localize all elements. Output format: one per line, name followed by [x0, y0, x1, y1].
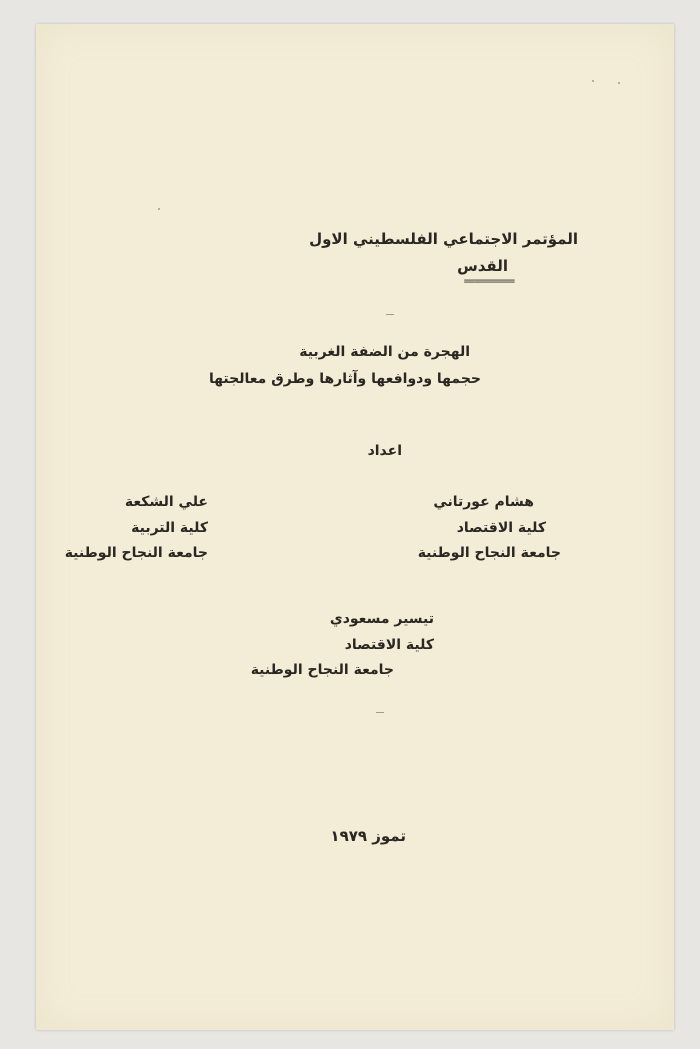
paper-speck [618, 82, 620, 84]
city-underline: ========== [463, 276, 514, 287]
document-date: تموز ١٩٧٩ [330, 827, 406, 845]
author-2-name: علي الشكعة [124, 494, 208, 510]
author-1-college: كلية الاقتصاد [456, 520, 546, 536]
prepared-by-label: اعداد [367, 443, 402, 459]
conference-title: المؤتمر الاجتماعي الفلسطيني الاول [309, 230, 578, 248]
author-3-college: كلية الاقتصاد [344, 637, 434, 653]
paper-title-line2: حجمها ودوافعها وآثارها وطرق معالجتها [208, 371, 481, 387]
paper-speck [592, 80, 594, 82]
conference-city: القدس [457, 257, 508, 275]
author-1-name: هشام عورتاني [433, 494, 534, 510]
paper-speck [376, 712, 384, 713]
paper-sheet [36, 24, 674, 1030]
author-2-university: جامعة النجاح الوطنية [64, 545, 208, 561]
author-3-university: جامعة النجاح الوطنية [250, 662, 394, 678]
paper-speck [158, 208, 160, 210]
author-1-university: جامعة النجاح الوطنية [417, 545, 561, 561]
paper-speck [386, 314, 394, 315]
paper-title-line1: الهجرة من الضفة الغربية [299, 344, 470, 360]
author-3-name: تيسير مسعودي [329, 611, 434, 627]
author-2-college: كلية التربية [131, 520, 208, 536]
